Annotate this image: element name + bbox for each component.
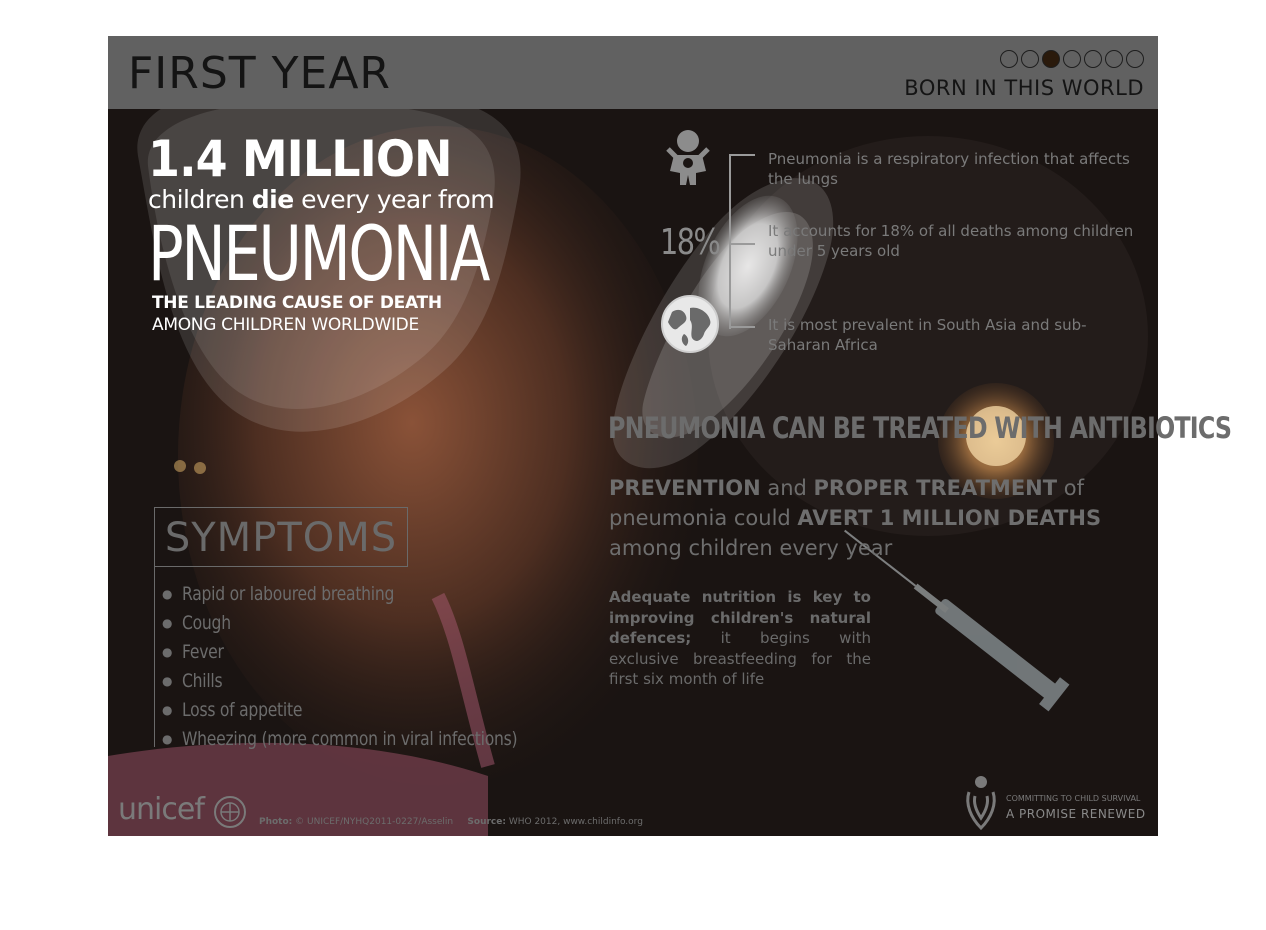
progress-dot[interactable] bbox=[1063, 50, 1081, 68]
header-bar bbox=[108, 36, 1158, 109]
progress-dot[interactable] bbox=[1084, 50, 1102, 68]
bullet-icon: ● bbox=[162, 703, 173, 717]
symptom-item bbox=[162, 580, 591, 609]
bullet-icon: ● bbox=[162, 674, 173, 688]
fact-item: It is most prevalent in South Asia and sub-Saharan Africa bbox=[768, 316, 1087, 354]
symptom-item bbox=[162, 667, 591, 696]
headline-among: AMONG CHILDREN WORLDWIDE bbox=[152, 315, 419, 335]
symptoms-title: SYMPTOMS bbox=[154, 507, 408, 567]
headline-subline-pre: children bbox=[148, 185, 252, 214]
page-subtitle: BORN IN THIS WORLD bbox=[904, 76, 1144, 100]
unicef-logo: unicef bbox=[118, 792, 204, 827]
prevention-tail: among children every year bbox=[609, 536, 893, 560]
antibiotics-heading: PNEUMONIA CAN BE TREATED WITH ANTIBIOTICS bbox=[608, 411, 1232, 445]
bullet-icon: ● bbox=[162, 587, 173, 601]
headline-count: 1.4 MILLION bbox=[148, 130, 452, 188]
headline-cause: THE LEADING CAUSE OF DEATH bbox=[152, 293, 442, 313]
photo-credit: © UNICEF/NYHQ2011-0227/Asselin bbox=[292, 817, 454, 827]
source-label: Source: bbox=[467, 817, 506, 827]
progress-dot-active[interactable] bbox=[1042, 50, 1060, 68]
nutrition-note bbox=[609, 587, 871, 690]
symptoms-rule bbox=[154, 567, 155, 747]
bracket-tick bbox=[731, 154, 755, 156]
photo-source-credit bbox=[259, 817, 643, 827]
globe-icon bbox=[660, 294, 720, 354]
bullet-icon: ● bbox=[162, 732, 173, 746]
nutrition-rest: it begins with exclusive breastfeeding for the first six month of life bbox=[609, 629, 871, 688]
progress-dot[interactable] bbox=[1126, 50, 1144, 68]
progress-dot[interactable] bbox=[1021, 50, 1039, 68]
photo-label: Photo: bbox=[259, 817, 293, 827]
avert-deaths-word: AVERT 1 MILLION DEATHS bbox=[797, 506, 1102, 530]
promise-tagline: COMMITTING TO CHILD SURVIVAL bbox=[1006, 794, 1141, 803]
symptom-text: Chills bbox=[182, 670, 223, 692]
stat-percentage: 18% bbox=[660, 222, 720, 263]
fact-item: It accounts for 18% of all deaths among children under 5 years old bbox=[768, 222, 1134, 260]
source-text: WHO 2012, www.childinfo.org bbox=[505, 817, 643, 827]
headline-subline-post: every year from bbox=[293, 185, 495, 214]
symptom-item bbox=[162, 696, 591, 725]
symptom-text: Wheezing (more common in viral infections) bbox=[182, 728, 518, 750]
prevention-of-pneumonia: of pneumonia could bbox=[609, 476, 1084, 530]
infographic-poster bbox=[108, 36, 1232, 836]
symptom-text: Fever bbox=[182, 641, 224, 663]
headline-subline-bold: die bbox=[251, 185, 294, 214]
nutrition-bold: Adequate nutrition is key to improving children's natural defences; bbox=[609, 588, 871, 647]
fact-item: Pneumonia is a respiratory infection that affects the lungs bbox=[768, 150, 1130, 188]
prevention-word: PREVENTION bbox=[609, 476, 761, 500]
bullet-icon: ● bbox=[162, 616, 173, 630]
promise-name: A PROMISE RENEWED bbox=[1006, 807, 1146, 821]
bullet-icon: ● bbox=[162, 645, 173, 659]
progress-dots bbox=[1000, 50, 1144, 68]
baby-icon bbox=[666, 129, 710, 187]
symptom-text: Cough bbox=[182, 612, 231, 634]
bracket-tick bbox=[731, 243, 755, 245]
facts-bracket bbox=[729, 154, 757, 329]
symptom-text: Rapid or laboured breathing bbox=[182, 583, 395, 605]
progress-dot[interactable] bbox=[1105, 50, 1123, 68]
symptom-item bbox=[162, 638, 591, 667]
prevention-statement bbox=[609, 473, 1139, 563]
unicef-emblem-icon bbox=[213, 795, 247, 829]
symptom-text: Loss of appetite bbox=[182, 699, 303, 721]
page-title: FIRST YEAR bbox=[128, 48, 391, 99]
bracket-tick bbox=[731, 326, 755, 328]
symptoms-list bbox=[162, 580, 591, 754]
symptom-item bbox=[162, 609, 591, 638]
symptom-item bbox=[162, 725, 591, 754]
progress-dot[interactable] bbox=[1000, 50, 1018, 68]
proper-treatment-word: PROPER TREATMENT bbox=[813, 476, 1058, 500]
promise-renewed-icon bbox=[963, 774, 999, 830]
prevention-and: and bbox=[760, 476, 814, 500]
headline-disease: PNEUMONIA bbox=[148, 209, 489, 298]
